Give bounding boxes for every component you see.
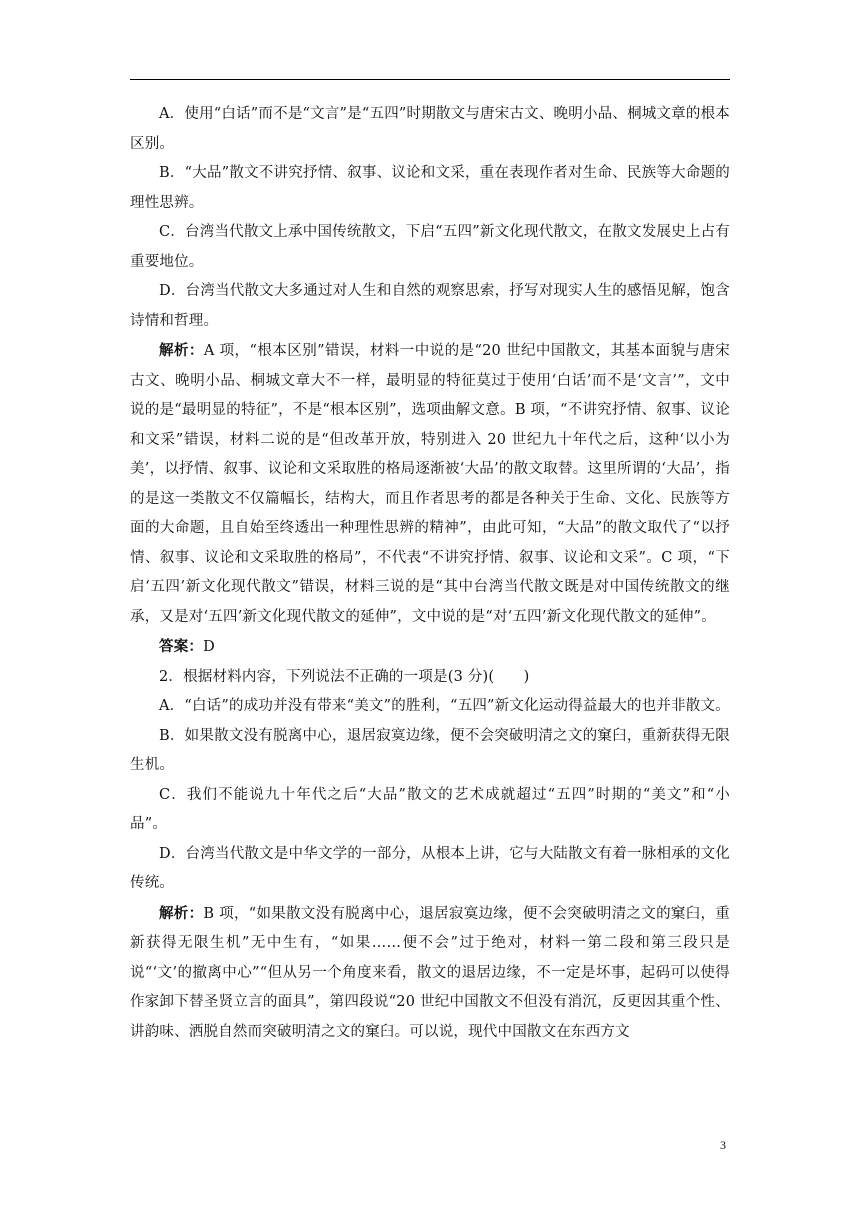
q1-analysis-text: A 项，“根本区别”错误，材料一中说的是“20 世纪中国散文，其基本面貌与唐宋古文、晚明小品、桐城文章大不一样，最明显的特征莫过于使用‘白话’而不是‘文言’”，文中说的是“最明显的特征”，不是“根本区别”，选项曲解文意。B 项，“不讲究抒情、叙事、议论和文采”错误，材料二说的是“但改革开放，特别进入 20 世纪九十年代之后，这种‘以小为美’，以抒情、叙事、议论和文采取胜的格局逐渐被‘大品’的散文取替。这里所谓的‘大品’，指的是这一类散文不仅篇幅长，结构大，而且作者思考的都是各种关于生命、文化、民族等方面的大命题，且自始至终透出一种理性思辨的精神”，由此可知，“大品”的散文取代了“以抒情、叙事、议论和文采取胜的格局”，不代表“不讲究抒情、叙事、议论和文采”。C 项，“下启‘五四’新文化现代散文”错误，材料三说的是“其中台湾当代散文既是对中国传统散文的继承，又是对‘五四’新文化现代散文的延伸”，文中说的是“对‘五四’新文化现代散文的延伸”。 xyxy=(130,343,730,625)
q1-analysis-label: 解析： xyxy=(159,342,204,359)
q1-option-a: A．使用“白话”而不是“文言”是“五四”时期散文与唐宋古文、晚明小品、桐城文章的根本区别。 xyxy=(130,106,730,152)
q2-option-a: A．“白话”的成功并没有带来“美文”的胜利，“五四”新文化运动得益最大的也并非散文。 xyxy=(159,698,730,714)
q1-answer-label: 答案： xyxy=(159,638,204,655)
q2-analysis-text: B 项，“如果散文没有脱离中心，退居寂寞边缘，便不会突破明清之文的窠臼，重新获得无限生机”无中生有，“如果……便不会”过于绝对，材料一第二段和第三段只是说“‘文’的撤离中心”“但从另一个角度来看，散文的退居边缘，不一定是坏事，起码可以使得作家卸下替圣贤立言的面具”，第四段说“20 世纪中国散文不但没有消沉，反更因其重个性、讲韵味、洒脱自然而突破明清之文的窠臼。可以说，现代中国散文在东西方文 xyxy=(130,905,730,1040)
q1-option-d: D．台湾当代散文大多通过对人生和自然的观察思索，抒写对现实人生的感悟见解，饱含诗情和哲理。 xyxy=(130,283,730,329)
q1-answer xyxy=(130,632,730,663)
header-rule xyxy=(130,79,730,80)
q1-option-c: C．台湾当代散文上承中国传统散文，下启“五四”新文化现代散文，在散文发展史上占有重要地位。 xyxy=(130,224,730,270)
q1-option-b: B．“大品”散文不讲究抒情、叙事、议论和文采，重在表现作者对生命、民族等大命题的理性思辨。 xyxy=(130,165,730,211)
q2-stem: 2．根据材料内容，下列说法不正确的一项是(3 分)( ) xyxy=(159,668,530,685)
page-content xyxy=(130,100,730,1047)
q2-option-d: D．台湾当代散文是中华文学的一部分，从根本上讲，它与大陆散文有着一脉相承的文化传统。 xyxy=(130,845,730,891)
q2-analysis xyxy=(130,899,730,1048)
q2-option-b: B．如果散文没有脱离中心，退居寂寞边缘，便不会突破明清之文的窠臼，重新获得无限生机。 xyxy=(130,727,730,773)
q1-analysis xyxy=(130,336,730,632)
q2-analysis-label: 解析： xyxy=(159,904,204,922)
q2-option-c: C．我们不能说九十年代之后“大品”散文的艺术成就超过“五四”时期的“美文”和“小品”。 xyxy=(130,786,730,832)
q1-answer-value: D xyxy=(203,639,215,655)
page-number: 3 xyxy=(720,1138,726,1152)
